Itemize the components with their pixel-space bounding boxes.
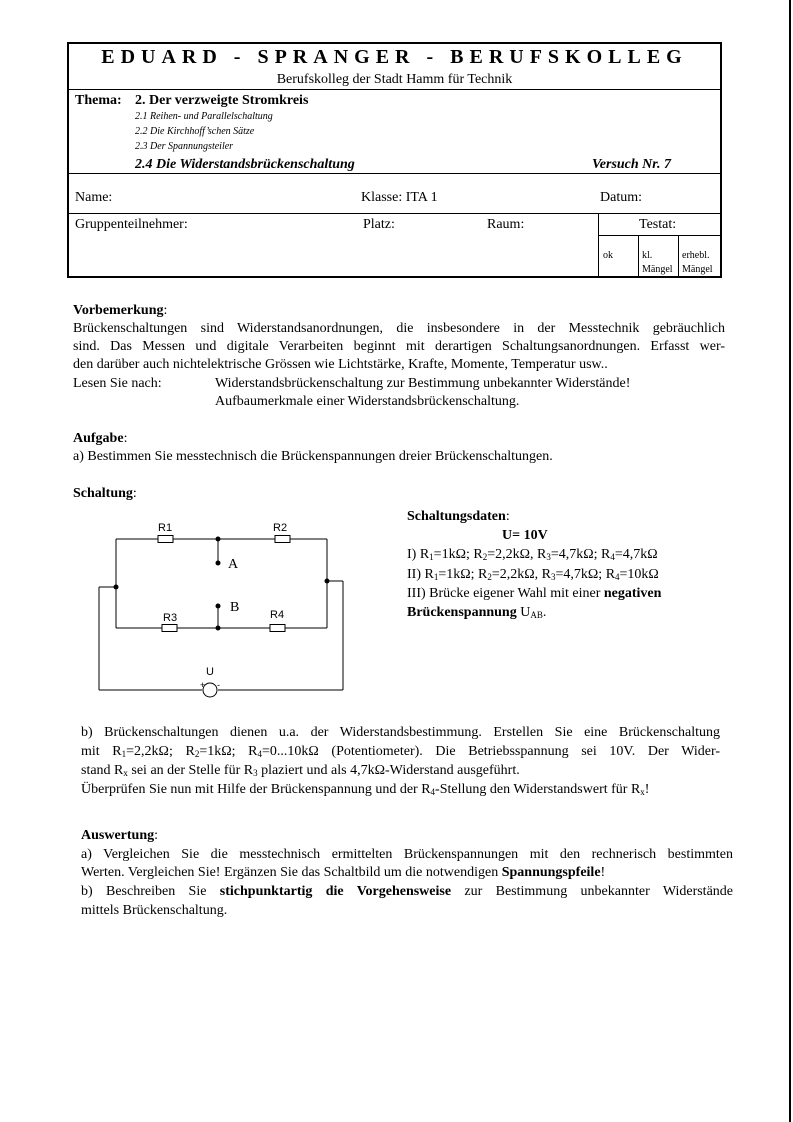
testat-kl-maengel: Mängel bbox=[642, 264, 673, 275]
node-bottom bbox=[216, 626, 221, 631]
school-name: EDUARD - SPRANGER - BERUFSKOLLEG bbox=[101, 46, 688, 68]
current-topic: 2.4 Die Widerstandsbrückenschaltung bbox=[135, 157, 355, 172]
case-3-cont: Brückenspannung $U_{AB}$. bbox=[407, 605, 547, 620]
part-b-line: stand $R_x$ sei an der Stelle für $R_3$ plaziert und als 4,7kΩ-Widerstand ausgeführt. bbox=[81, 763, 520, 778]
node-right bbox=[325, 579, 330, 584]
testat-ok: ok bbox=[603, 250, 613, 261]
label-r3: R3 bbox=[163, 612, 178, 624]
label-r1: R1 bbox=[158, 522, 173, 534]
part-b-line: b) Brückenschaltungen dienen u.a. der Widerstandsbestimmung. Erstellen Sie eine Brückenschaltung bbox=[81, 725, 720, 740]
auswertung-line: b) Beschreiben Sie stichpunktartig die Vorgehensweise zur Bestimmung unbekannter Widerstände bbox=[81, 884, 734, 899]
case-2: II) $R_1=1k\Omega$; $R_2=2,2k\Omega$, $R_3=4,7k\Omega$; $R_4=10k\Omega$ bbox=[407, 567, 659, 582]
raum-label: Raum: bbox=[487, 217, 525, 232]
thema-title: 2. Der verzweigte Stromkreis bbox=[135, 93, 309, 108]
node-b bbox=[216, 604, 221, 609]
datum-label: Datum: bbox=[600, 190, 642, 205]
label-a: A bbox=[228, 557, 239, 572]
subtopic-item: 2.3 Der Spannungsteiler bbox=[135, 141, 234, 152]
resistor-r1 bbox=[158, 536, 173, 543]
vorbemerkung-line: Brückenschaltungen sind Widerstandsanordnungen, die insbesondere in der Messtechnik gebräuchlich bbox=[73, 321, 725, 336]
case-3: III) Brücke eigener Wahl mit einer negativen bbox=[407, 586, 662, 601]
resistor-r4 bbox=[270, 625, 285, 632]
auswertung-heading: Auswertung: bbox=[81, 828, 159, 843]
school-subtitle: Berufskolleg der Stadt Hamm für Technik bbox=[276, 72, 513, 87]
testat-erhebl-maengel: Mängel bbox=[682, 264, 713, 275]
part-b-line: Überprüfen Sie nun mit Hilfe der Brückenspannung und der $R_4$-Stellung den Widerstandswert für $R_x$! bbox=[81, 782, 650, 797]
platz-label: Platz: bbox=[363, 217, 395, 232]
node-top bbox=[216, 537, 221, 542]
vorbemerkung-line: den darüber auch nichtelektrische Grössen wie Lichtstärke, Krafte, Momente, Temperatur usw.. bbox=[73, 357, 608, 372]
thema-label: Thema: bbox=[75, 93, 122, 108]
aufgabe-heading: Aufgabe: bbox=[73, 431, 128, 446]
label-r4: R4 bbox=[270, 609, 285, 621]
auswertung-line: Werten. Vergleichen Sie! Ergänzen Sie das Schaltbild um die notwendigen Spannungspfeile! bbox=[81, 865, 606, 880]
resistor-r2 bbox=[275, 536, 290, 543]
label-minus: - bbox=[217, 680, 220, 690]
label-plus: + bbox=[200, 680, 206, 690]
label-b: B bbox=[230, 600, 240, 615]
klasse-label: Klasse: ITA 1 bbox=[361, 190, 438, 205]
testat-label: Testat: bbox=[639, 217, 677, 232]
label-u: U bbox=[206, 666, 214, 678]
case-1: I) $R_1=1k\Omega$; $R_2=2,2k\Omega$, $R_3=4,7k\Omega$; $R_4=4,7k\Omega$ bbox=[407, 547, 658, 562]
versuch-number: Versuch Nr. 7 bbox=[592, 157, 671, 172]
name-label: Name: bbox=[75, 190, 113, 205]
schaltung-heading: Schaltung: bbox=[73, 486, 137, 501]
vorbemerkung-line: sind. Das Messen und digitale Verarbeiten beginnt mit derartigen Schaltungsanordnungen. Erfasst wer- bbox=[73, 339, 725, 354]
lesen-label: Lesen Sie nach: bbox=[73, 376, 162, 391]
node-left bbox=[114, 585, 119, 590]
node-a bbox=[216, 561, 221, 566]
part-b-line: mit $R_1=2,2k\Omega$; $R_2=1k\Omega$; $R_4=0...10k\Omega$ (Potentiometer). Die Betriebsspannung sei 10V. Der Wider- bbox=[81, 744, 720, 759]
aufgabe-a: a) Bestimmen Sie messtechnisch die Brückenspannungen dreier Brückenschaltungen. bbox=[73, 449, 553, 464]
testat-erhebl: erhebl. bbox=[682, 250, 710, 261]
auswertung-line: mittels Brückenschaltung. bbox=[81, 903, 228, 918]
lesen-item: Widerstandsbrückenschaltung zur Bestimmung unbekannter Widerstände! bbox=[215, 376, 631, 391]
subtopic-item: 2.2 Die Kirchhoff’schen Sätze bbox=[135, 126, 255, 137]
schaltungsdaten-heading: Schaltungsdaten: bbox=[407, 509, 510, 524]
subtopic-item: 2.1 Reihen- und Parallelschaltung bbox=[135, 111, 273, 122]
supply-voltage: U= 10V bbox=[502, 528, 548, 543]
resistor-r3 bbox=[162, 625, 177, 632]
lesen-item: Aufbaumerkmale einer Widerstandsbrückenschaltung. bbox=[215, 394, 520, 409]
testat-kl: kl. bbox=[642, 250, 653, 261]
vorbemerkung-heading: Vorbemerkung: bbox=[73, 303, 168, 318]
gruppe-label: Gruppenteilnehmer: bbox=[75, 217, 188, 232]
auswertung-line: a) Vergleichen Sie die messtechnisch ermittelten Brückenspannungen mit den rechnerisch bestimmten bbox=[81, 847, 733, 862]
label-r2: R2 bbox=[273, 522, 288, 534]
